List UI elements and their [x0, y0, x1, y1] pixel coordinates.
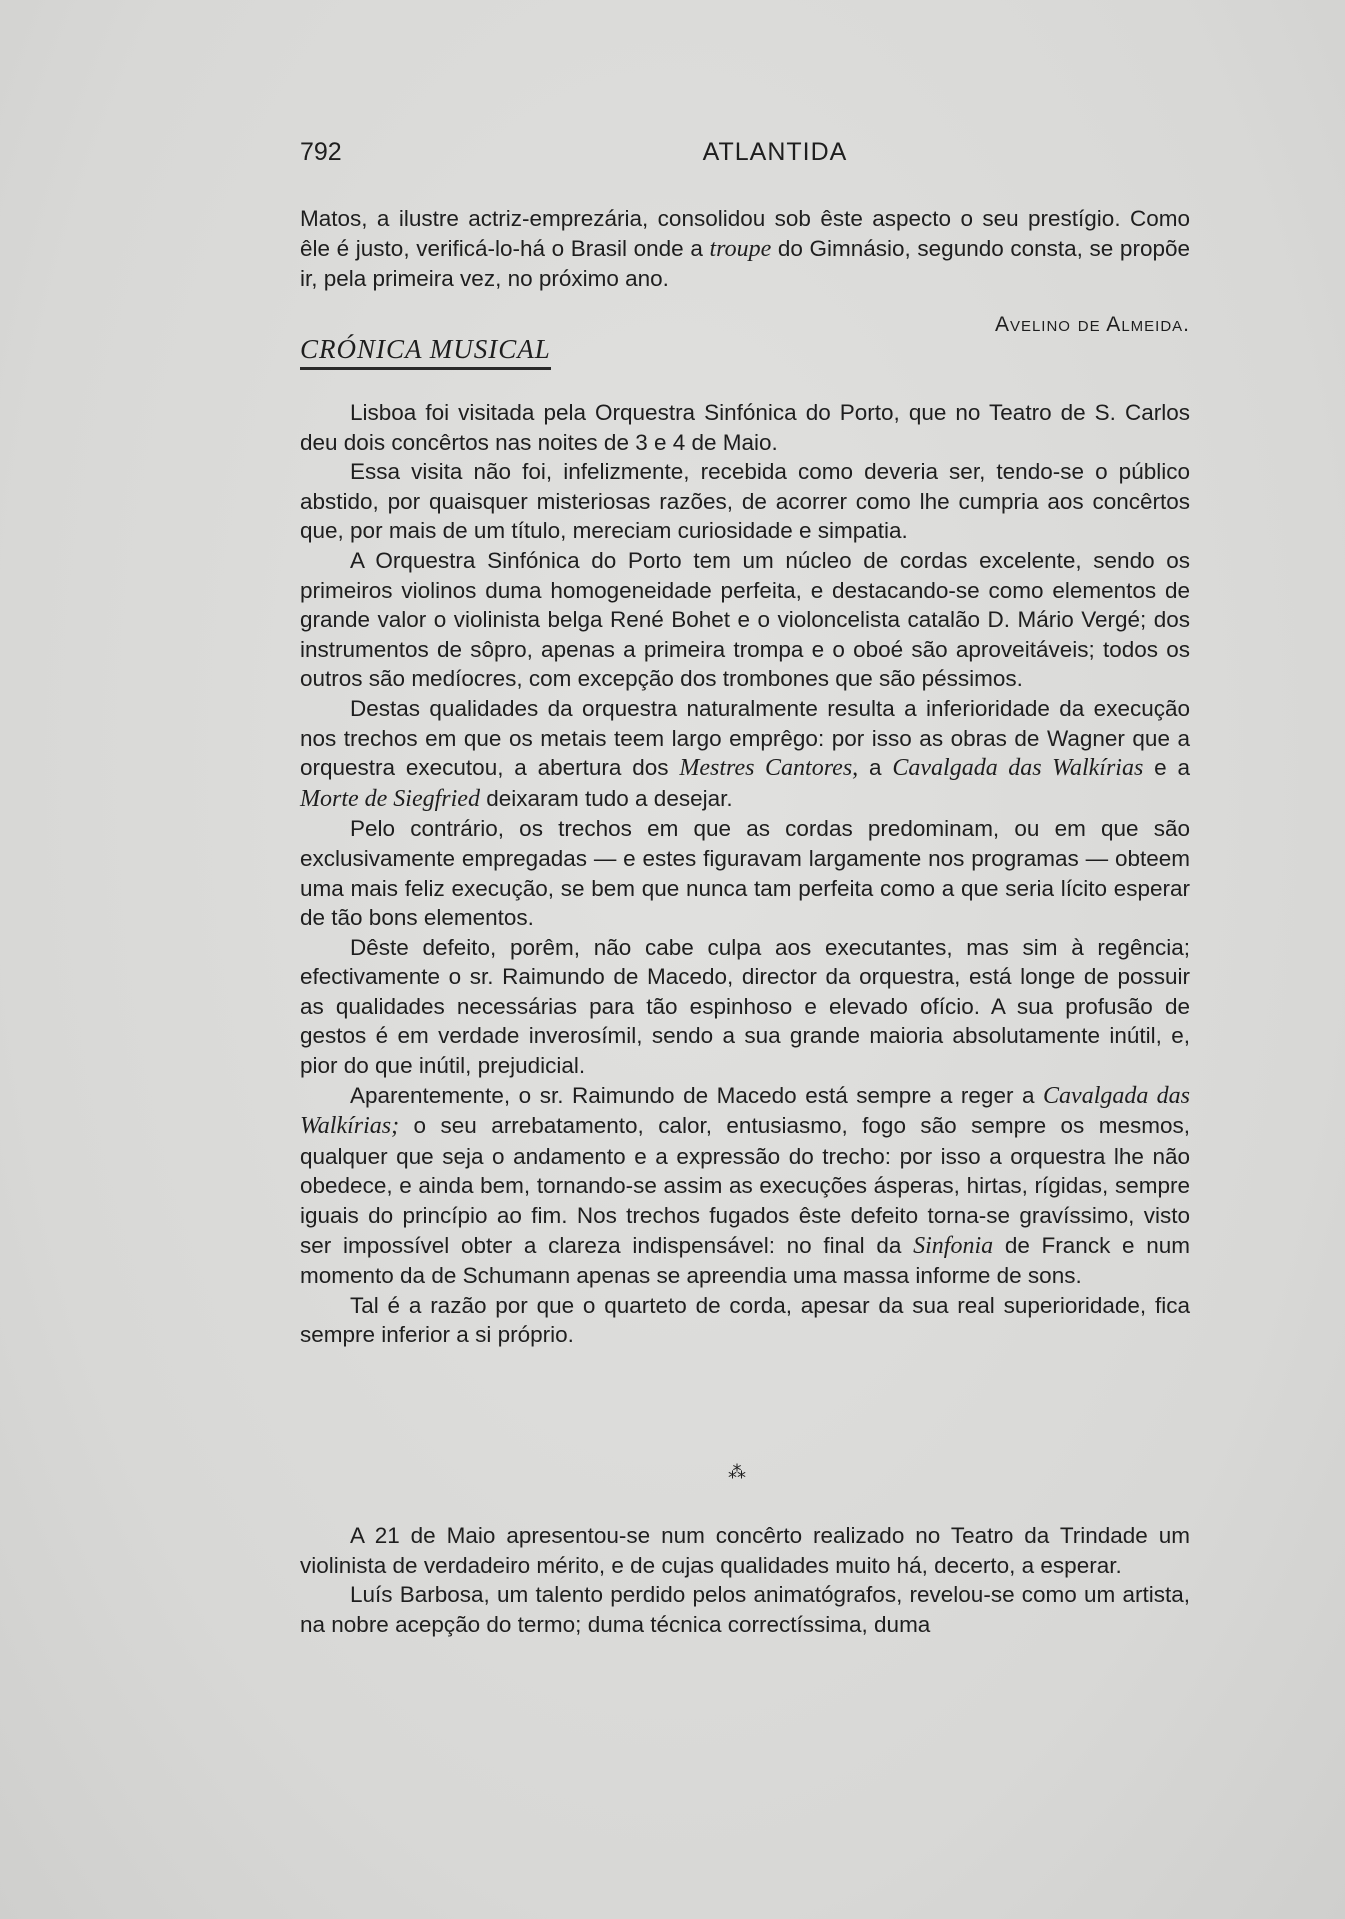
italic-title: troupe	[709, 235, 772, 262]
intro-text	[300, 204, 1190, 294]
italic-title: Mestres Cantores,	[679, 755, 859, 782]
body-paragraph	[300, 933, 1190, 1081]
text-run: Lisboa foi visitada pela Orquestra Sinfónica do Porto, que no Teatro de S. Carlos deu dois concêrtos nas noites de 3 e 4 de Maio.	[300, 400, 1190, 455]
body-paragraph	[300, 1521, 1190, 1580]
body-paragraph	[300, 546, 1190, 694]
author-signature: Avelino de Almeida.	[994, 313, 1190, 336]
intro-paragraph	[300, 204, 1190, 294]
section-separator: ⁂	[728, 1462, 747, 1482]
italic-title: Cavalgada das Walkírias	[892, 755, 1144, 782]
body-paragraph	[300, 457, 1190, 546]
text-run: a	[858, 755, 893, 781]
text-run: Matos, a ilustre actriz-emprezária, consolidou sob êste aspecto o seu prestígio. Como êle é justo, verificá-lo-há o Brasil onde a	[300, 206, 1190, 261]
text-run: Dêste defeito, porêm, não cabe culpa aos executantes, mas sim à regência; efectivamente o sr. Raimundo de Macedo, director da orquestra, está longe de possuir as qualidades necessárias para tão espinhoso e elevado ofício. A sua profusão de gestos é em verdade inverosímil, sendo a sua grande maioria absolutamente inútil, e, pior do que inútil, prejudicial.	[300, 934, 1190, 1079]
text-run: Essa visita não foi, infelizmente, recebida como deveria ser, tendo-se o público abstido, por quaisquer misteriosas razões, de acorrer como lhe cumpria aos concêrtos que, por mais de um título, mereciam curiosidade e simpatia.	[300, 459, 1190, 544]
body-paragraph	[300, 1291, 1190, 1350]
text-run: o seu arrebatamento, calor, entusiasmo, fogo são sempre os mesmos, qualquer que seja o andamento e a expressão do trecho: por isso a orquestra lhe não obedece, e ainda bem, tornando-se assim as execuções ásperas, hirtas, rígidas, sempre iguais do princípio ao fim. Nos trechos fugados êste defeito torna-se gravíssimo, visto ser impossível obter a clareza indispensável: no final da	[300, 1113, 1190, 1258]
text-run: do Gimnásio, segundo consta, se propõe ir, pela primeira vez, no próximo ano.	[300, 235, 1190, 292]
italic-title: Sinfonia	[913, 1232, 994, 1259]
body-paragraph	[300, 1081, 1190, 1291]
text-run: Tal é a razão por que o quarteto de corda, apesar da sua real superioridade, fica sempre inferior a si próprio.	[300, 1292, 1190, 1348]
body-paragraph	[300, 814, 1190, 932]
italic-title: Morte de Siegfried	[300, 785, 480, 812]
text-run: A Orquestra Sinfónica do Porto tem um núcleo de cordas excelente, sendo os primeiros violinos duma homogeneidade perfeita, e destacando-se como elementos de grande valor o violinista belga René Bohet e o violoncelista catalão D. Mário Vergé; dos instrumentos de sôpro, apenas a primeira trompa e o oboé são aproveitáveis; todos os outros são medíocres, com excepção dos trombones que são péssimos.	[300, 547, 1190, 692]
text-run: Destas qualidades da orquestra naturalmente resulta a inferioridade da execução nos trechos em que os metais teem largo emprêgo: por isso as obras de Wagner que a orquestra executou, a abertura dos	[300, 695, 1190, 781]
running-header	[300, 138, 1190, 172]
article-body-continued	[300, 1521, 1190, 1639]
text-run: A 21 de Maio apresentou-se num concêrto realizado no Teatro da Trindade um violinista de verdadeiro mérito, e de cujas qualidades muito há, decerto, a esperar.	[300, 1523, 1190, 1578]
text-run: Luís Barbosa, um talento perdido pelos animatógrafos, revelou-se como um artista, na nobre acepção do termo; duma técnica correctíssima, duma	[300, 1582, 1190, 1637]
text-run: e a	[1143, 755, 1190, 781]
italic-title: Cavalgada das Walkírias;	[300, 1082, 1191, 1140]
body-paragraph	[300, 1580, 1190, 1639]
text-run: de Franck e num momento da de Schumann apenas se apreendia uma massa informe de sons.	[300, 1232, 1191, 1289]
body-paragraph	[300, 398, 1190, 457]
section-heading: CRÓNICA MUSICAL	[300, 334, 551, 370]
article-body	[300, 398, 1190, 1350]
text-run: Aparentemente, o sr. Raimundo de Macedo está sempre a reger a	[350, 1082, 1044, 1108]
body-paragraph	[300, 694, 1190, 814]
journal-title: ATLANTIDA	[702, 138, 848, 166]
text-run: deixaram tudo a desejar.	[479, 785, 733, 811]
text-run: Pelo contrário, os trechos em que as cordas predominam, ou em que são exclusivamente empregadas — e estes figuravam largamente nos programas — obteem uma mais feliz execução, se bem que nunca tam perfeita como a que seria lícito esperar de tão bons elementos.	[300, 816, 1190, 931]
page-number: 792	[300, 138, 342, 166]
